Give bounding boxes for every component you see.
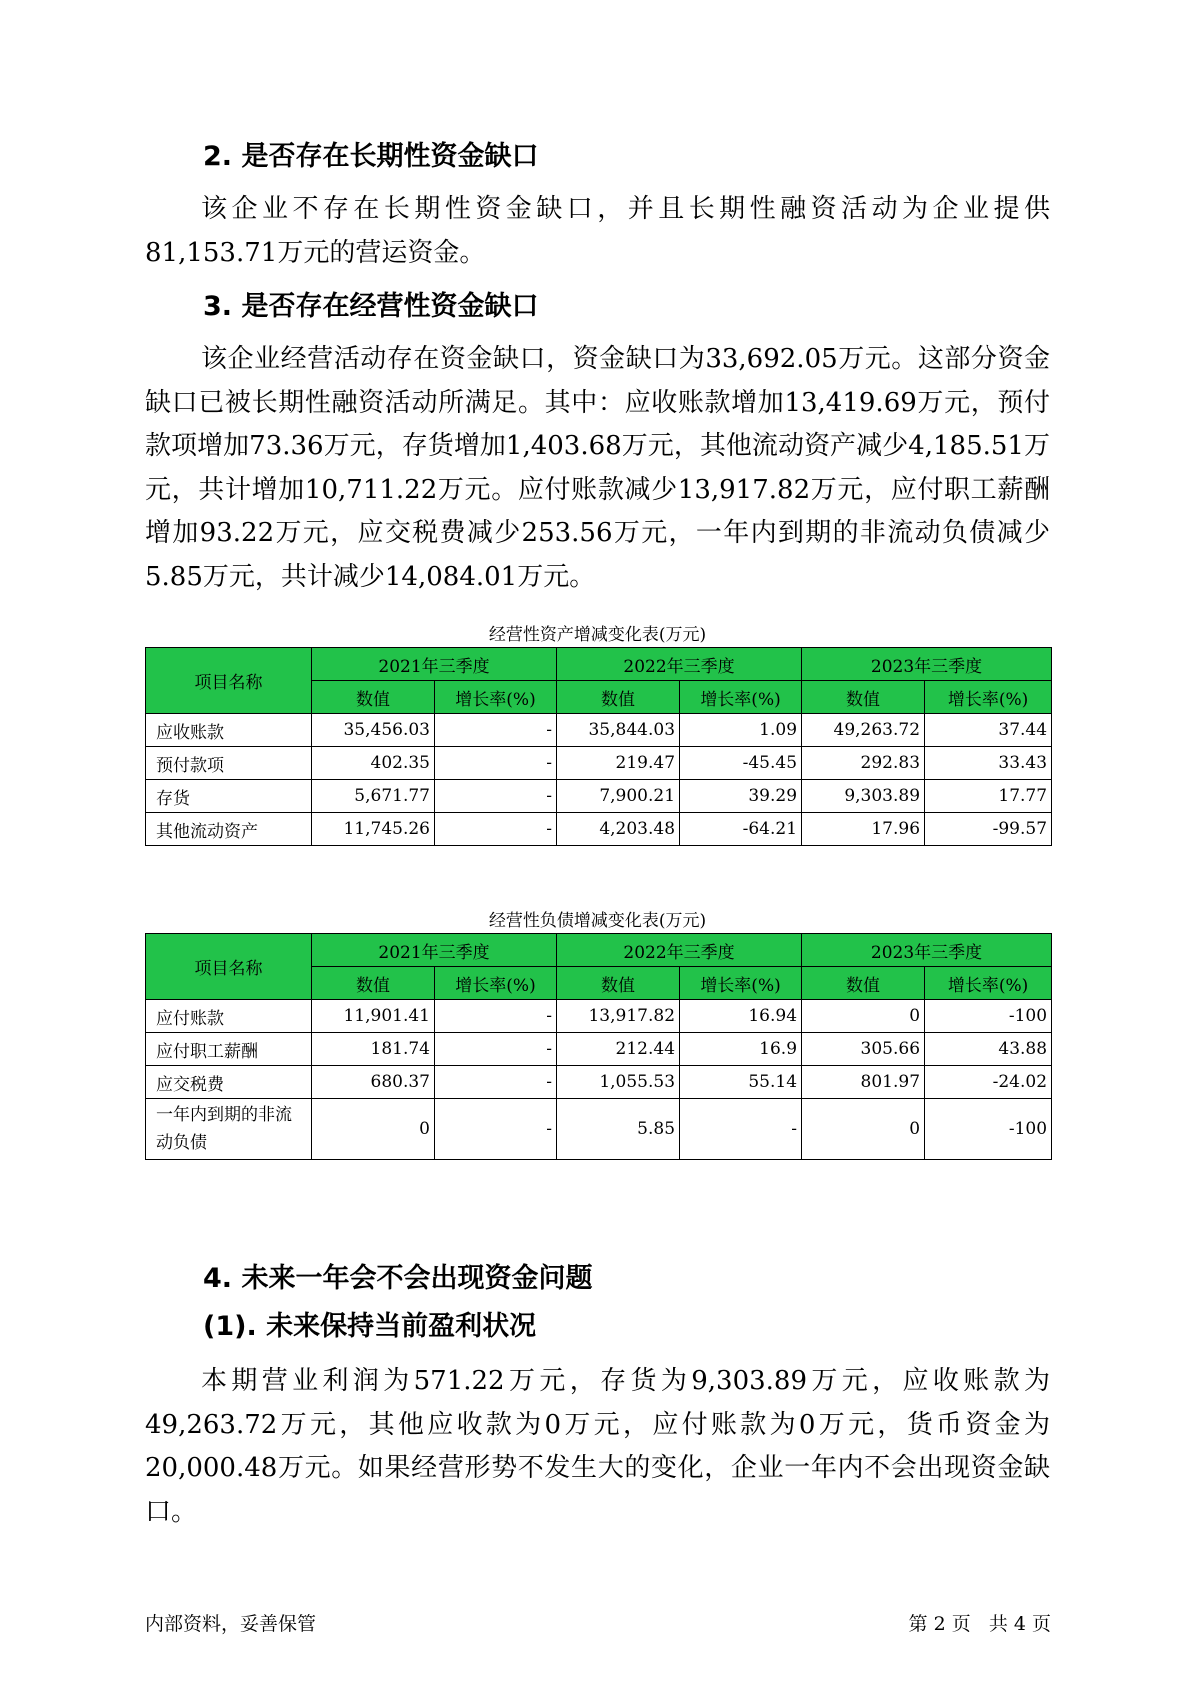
cell-value: 7,900.21 <box>557 780 680 813</box>
cell-value: 35,844.03 <box>557 714 680 747</box>
cell-rate: - <box>435 1066 557 1099</box>
cell-rate: 43.88 <box>925 1033 1052 1066</box>
table-row <box>146 780 1052 813</box>
cell-rate: - <box>680 1099 802 1160</box>
cell-value: 35,456.03 <box>312 714 435 747</box>
cell-rate: - <box>435 714 557 747</box>
value-header: 数值 <box>557 967 680 1000</box>
cell-rate: 1.09 <box>680 714 802 747</box>
cell-rate: 17.77 <box>925 780 1052 813</box>
cell-value: 1,055.53 <box>557 1066 680 1099</box>
cell-rate: - <box>435 780 557 813</box>
cell-rate: 33.43 <box>925 747 1052 780</box>
cell-value: 5.85 <box>557 1099 680 1160</box>
row-name: 应收账款 <box>146 714 312 747</box>
value-header: 数值 <box>802 967 925 1000</box>
period-header: 2022年三季度 <box>557 934 802 967</box>
cell-rate: - <box>435 1000 557 1033</box>
cell-rate: - <box>435 1033 557 1066</box>
cell-value: 219.47 <box>557 747 680 780</box>
rate-header: 增长率(%) <box>925 681 1052 714</box>
value-header: 数值 <box>557 681 680 714</box>
cell-value: 181.74 <box>312 1033 435 1066</box>
cell-value: 9,303.89 <box>802 780 925 813</box>
row-name: 一年内到期的非流动负债 <box>146 1099 312 1160</box>
cell-value: 11,901.41 <box>312 1000 435 1033</box>
cell-rate: -100 <box>925 1099 1052 1160</box>
cell-value: 212.44 <box>557 1033 680 1066</box>
section-2-paragraph: 该企业不存在长期性资金缺口，并且长期性融资活动为企业提供81,153.71万元的营运资金。 <box>145 194 1050 268</box>
rate-header: 增长率(%) <box>680 681 802 714</box>
table-header-row <box>146 648 1052 681</box>
table-row <box>146 1099 1052 1160</box>
period-header: 2021年三季度 <box>312 648 557 681</box>
table-header-row <box>146 934 1052 967</box>
cell-rate: 37.44 <box>925 714 1052 747</box>
rate-header: 增长率(%) <box>435 967 557 1000</box>
period-header: 2023年三季度 <box>802 648 1052 681</box>
period-header: 2022年三季度 <box>557 648 802 681</box>
cell-value: 680.37 <box>312 1066 435 1099</box>
cell-value: 49,263.72 <box>802 714 925 747</box>
cell-rate: - <box>435 747 557 780</box>
section-3-paragraph: 该企业经营活动存在资金缺口，资金缺口为33,692.05万元。这部分资金缺口已被长期性融资活动所满足。其中：应收账款增加13,419.69万元，预付款项增加73.36万元，存货增加1,403.68万元，其他流动资产减少4,185.51万元，共计增加10,711.22万元。应付账款减少13,917.82万元，应付职工薪酬增加93.22万元，应交税费减少253.56万元，一年内到期的非流动负债减少5.85万元，共计减少14,084.01万元。 <box>145 344 1050 592</box>
rate-header: 增长率(%) <box>680 967 802 1000</box>
value-header: 数值 <box>802 681 925 714</box>
cell-value: 0 <box>312 1099 435 1160</box>
name-header: 项目名称 <box>146 648 312 714</box>
cell-rate: 16.94 <box>680 1000 802 1033</box>
section-4-subheading: (1). 未来保持当前盈利状况 <box>203 1311 537 1342</box>
cell-value: 13,917.82 <box>557 1000 680 1033</box>
operating-liabilities-table <box>145 933 1052 1160</box>
period-header: 2021年三季度 <box>312 934 557 967</box>
row-name: 应付账款 <box>146 1000 312 1033</box>
section-4-heading: 4. 未来一年会不会出现资金问题 <box>203 1263 593 1294</box>
rate-header: 增长率(%) <box>925 967 1052 1000</box>
section-2-heading: 2. 是否存在长期性资金缺口 <box>203 141 539 172</box>
row-name: 应交税费 <box>146 1066 312 1099</box>
cell-rate: - <box>435 1099 557 1160</box>
section-4-paragraph: 本期营业利润为571.22万元，存货为9,303.89万元，应收账款为49,263.72万元，其他应收款为0万元，应付账款为0万元，货币资金为20,000.48万元。如果经营形势不发生大的变化，企业一年内不会出现资金缺口。 <box>145 1366 1050 1527</box>
cell-value: 0 <box>802 1000 925 1033</box>
table-row <box>146 747 1052 780</box>
cell-rate: - <box>435 813 557 846</box>
row-name: 存货 <box>146 780 312 813</box>
row-name: 预付款项 <box>146 747 312 780</box>
period-header: 2023年三季度 <box>802 934 1052 967</box>
cell-rate: 55.14 <box>680 1066 802 1099</box>
cell-rate: -24.02 <box>925 1066 1052 1099</box>
row-name: 应付职工薪酬 <box>146 1033 312 1066</box>
cell-value: 292.83 <box>802 747 925 780</box>
cell-rate: -100 <box>925 1000 1052 1033</box>
cell-rate: -45.45 <box>680 747 802 780</box>
value-header: 数值 <box>312 681 435 714</box>
name-header: 项目名称 <box>146 934 312 1000</box>
cell-value: 305.66 <box>802 1033 925 1066</box>
table-row <box>146 1033 1052 1066</box>
cell-value: 17.96 <box>802 813 925 846</box>
section-3-heading: 3. 是否存在经营性资金缺口 <box>203 291 539 322</box>
operating-assets-table <box>145 647 1052 846</box>
table-row <box>146 813 1052 846</box>
table-row <box>146 1000 1052 1033</box>
cell-value: 5,671.77 <box>312 780 435 813</box>
table2-caption: 经营性负债增减变化表(万元) <box>488 911 707 931</box>
cell-rate: -99.57 <box>925 813 1052 846</box>
rate-header: 增长率(%) <box>435 681 557 714</box>
cell-value: 402.35 <box>312 747 435 780</box>
table-row <box>146 714 1052 747</box>
footer-confidential-note: 内部资料，妥善保管 <box>145 1613 317 1635</box>
cell-value: 11,745.26 <box>312 813 435 846</box>
row-name: 其他流动资产 <box>146 813 312 846</box>
cell-rate: -64.21 <box>680 813 802 846</box>
table-row <box>146 1066 1052 1099</box>
footer-page-number: 第 2 页 共 4 页 <box>908 1613 1051 1635</box>
cell-rate: 39.29 <box>680 780 802 813</box>
value-header: 数值 <box>312 967 435 1000</box>
cell-value: 0 <box>802 1099 925 1160</box>
table1-caption: 经营性资产增减变化表(万元) <box>488 625 707 645</box>
cell-rate: 16.9 <box>680 1033 802 1066</box>
cell-value: 4,203.48 <box>557 813 680 846</box>
cell-value: 801.97 <box>802 1066 925 1099</box>
